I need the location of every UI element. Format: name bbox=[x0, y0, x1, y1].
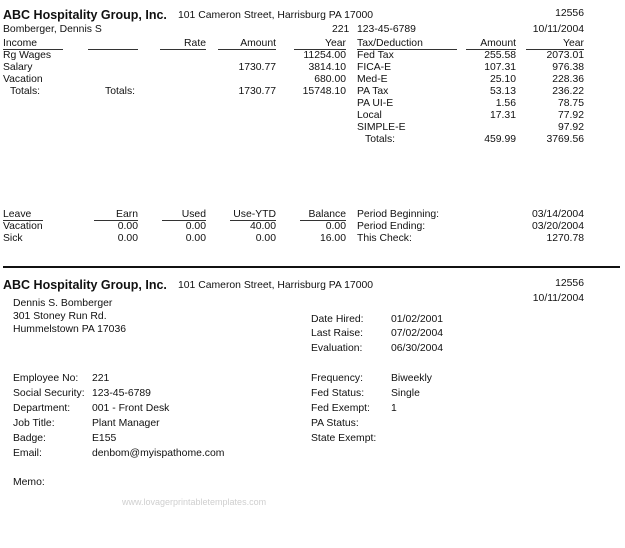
used-header: Used bbox=[162, 209, 206, 221]
leave-used: 0.00 bbox=[185, 221, 206, 232]
field-label: Employee No: bbox=[13, 373, 79, 384]
field-label: Email: bbox=[13, 448, 42, 459]
tax-header: Tax/Deduction bbox=[357, 38, 457, 50]
leave-earn: 0.00 bbox=[117, 221, 138, 232]
tax-label: SIMPLE-E bbox=[357, 122, 406, 133]
job-title-value: Plant Manager bbox=[92, 418, 160, 429]
tax-year: 78.75 bbox=[557, 98, 584, 109]
tax-year: 2073.01 bbox=[546, 50, 584, 61]
tax-year-header: Year bbox=[526, 38, 584, 50]
field-label: Fed Status: bbox=[311, 388, 365, 399]
tax-amount: 107.31 bbox=[484, 62, 516, 73]
income-year: 11254.00 bbox=[303, 50, 346, 61]
stub-date: 10/11/2004 bbox=[532, 24, 584, 35]
balance-header: Balance bbox=[300, 209, 346, 221]
leave-label: Vacation bbox=[3, 221, 43, 232]
field-label: Fed Exempt: bbox=[311, 403, 370, 414]
leave-balance: 0.00 bbox=[325, 221, 346, 232]
tax-amount: 255.58 bbox=[484, 50, 516, 61]
period-value: 03/14/2004 bbox=[531, 209, 584, 220]
income-totals-label: Totals: bbox=[10, 86, 41, 97]
use-ytd-header: Use-YTD bbox=[230, 209, 276, 221]
this-check-label: This Check: bbox=[357, 233, 412, 244]
watermark: www.lovagerprintabletemplates.com bbox=[122, 497, 267, 507]
fed-exempt-value: 1 bbox=[391, 403, 397, 414]
income-header: Income bbox=[3, 38, 38, 49]
record-company-address: 101 Cameron Street, Harrisburg PA 17000 bbox=[178, 280, 374, 291]
tax-year: 97.92 bbox=[557, 122, 584, 133]
section-divider bbox=[3, 266, 620, 268]
income-totals-amount: 1730.77 bbox=[238, 86, 276, 97]
record-company-name: ABC Hospitality Group, Inc. bbox=[3, 278, 167, 292]
tax-year: 228.36 bbox=[552, 74, 584, 85]
field-label: Social Security: bbox=[13, 388, 85, 399]
record-date: 10/11/2004 bbox=[532, 293, 584, 304]
record-employee-name: Dennis S. Bomberger bbox=[13, 298, 113, 309]
tax-amount-header: Amount bbox=[466, 38, 516, 50]
record-street: 301 Stoney Run Rd. bbox=[13, 311, 107, 322]
field-label: Job Title: bbox=[13, 418, 55, 429]
income-amount: 1730.77 bbox=[238, 62, 276, 73]
department-value: 001 - Front Desk bbox=[92, 403, 170, 414]
tax-year: 77.92 bbox=[557, 110, 584, 121]
period-label: Period Ending: bbox=[357, 221, 426, 232]
employee-no-value: 221 bbox=[92, 373, 110, 384]
record-check-number: 12556 bbox=[555, 278, 584, 289]
tax-year: 976.38 bbox=[552, 62, 584, 73]
period-label: Period Beginning: bbox=[357, 209, 440, 220]
field-label: PA Status: bbox=[311, 418, 359, 429]
date-hired-label: Date Hired: bbox=[311, 314, 364, 325]
tax-amount: 17.31 bbox=[489, 110, 516, 121]
tax-year: 236.22 bbox=[552, 86, 584, 97]
this-check-value: 1270.78 bbox=[546, 233, 584, 244]
field-label: State Exempt: bbox=[311, 433, 377, 444]
leave-ytd: 0.00 bbox=[255, 233, 276, 244]
ssn-value: 123-45-6789 bbox=[92, 388, 151, 399]
memo-label: Memo: bbox=[13, 477, 45, 488]
income-year: 3814.10 bbox=[308, 62, 346, 73]
check-number: 12556 bbox=[555, 8, 584, 19]
tax-label: FICA-E bbox=[357, 62, 392, 73]
income-label: Rg Wages bbox=[3, 50, 52, 61]
tax-label: Fed Tax bbox=[357, 50, 394, 61]
leave-balance: 16.00 bbox=[319, 233, 346, 244]
leave-earn: 0.00 bbox=[117, 233, 138, 244]
company-name: ABC Hospitality Group, Inc. bbox=[3, 8, 167, 22]
employee-name: Bomberger, Dennis S bbox=[3, 24, 102, 35]
leave-label: Sick bbox=[3, 233, 23, 244]
employee-ssn: 123-45-6789 bbox=[357, 24, 416, 35]
field-label: Badge: bbox=[13, 433, 46, 444]
tax-label: PA UI-E bbox=[357, 98, 394, 109]
company-address: 101 Cameron Street, Harrisburg PA 17000 bbox=[178, 10, 374, 21]
income-year: 680.00 bbox=[314, 74, 346, 85]
field-label: Frequency: bbox=[311, 373, 363, 384]
leave-used: 0.00 bbox=[185, 233, 206, 244]
employee-id: 221 bbox=[332, 24, 350, 35]
record-city: Hummelstown PA 17036 bbox=[13, 324, 127, 335]
income-underline-2 bbox=[88, 49, 138, 50]
leave-ytd: 40.00 bbox=[249, 221, 276, 232]
frequency-value: Biweekly bbox=[391, 373, 432, 384]
last-raise-label: Last Raise: bbox=[311, 328, 363, 339]
earn-header: Earn bbox=[94, 209, 138, 221]
rate-header: Rate bbox=[160, 38, 206, 50]
leave-header: Leave bbox=[3, 209, 43, 221]
badge-value: E155 bbox=[92, 433, 117, 444]
tax-label: Med-E bbox=[357, 74, 388, 85]
year-header: Year bbox=[294, 38, 346, 50]
email-value: denbom@myispathome.com bbox=[92, 448, 225, 459]
income-label: Salary bbox=[3, 62, 33, 73]
tax-totals-amount: 459.99 bbox=[484, 134, 516, 145]
tax-totals-label: Totals: bbox=[365, 134, 396, 145]
income-totals-label-2: Totals: bbox=[105, 86, 136, 97]
tax-amount: 25.10 bbox=[489, 74, 516, 85]
evaluation-label: Evaluation: bbox=[311, 343, 363, 354]
tax-totals-year: 3769.56 bbox=[546, 134, 584, 145]
tax-amount: 1.56 bbox=[495, 98, 516, 109]
amount-header: Amount bbox=[218, 38, 276, 50]
tax-label: Local bbox=[357, 110, 382, 121]
income-totals-year: 15748.10 bbox=[302, 86, 346, 97]
evaluation-value: 06/30/2004 bbox=[391, 343, 444, 354]
tax-amount: 53.13 bbox=[489, 86, 516, 97]
income-label: Vacation bbox=[3, 74, 43, 85]
period-value: 03/20/2004 bbox=[531, 221, 584, 232]
date-hired-value: 01/02/2001 bbox=[391, 314, 444, 325]
tax-label: PA Tax bbox=[357, 86, 389, 97]
fed-status-value: Single bbox=[391, 388, 420, 399]
last-raise-value: 07/02/2004 bbox=[391, 328, 444, 339]
field-label: Department: bbox=[13, 403, 71, 414]
